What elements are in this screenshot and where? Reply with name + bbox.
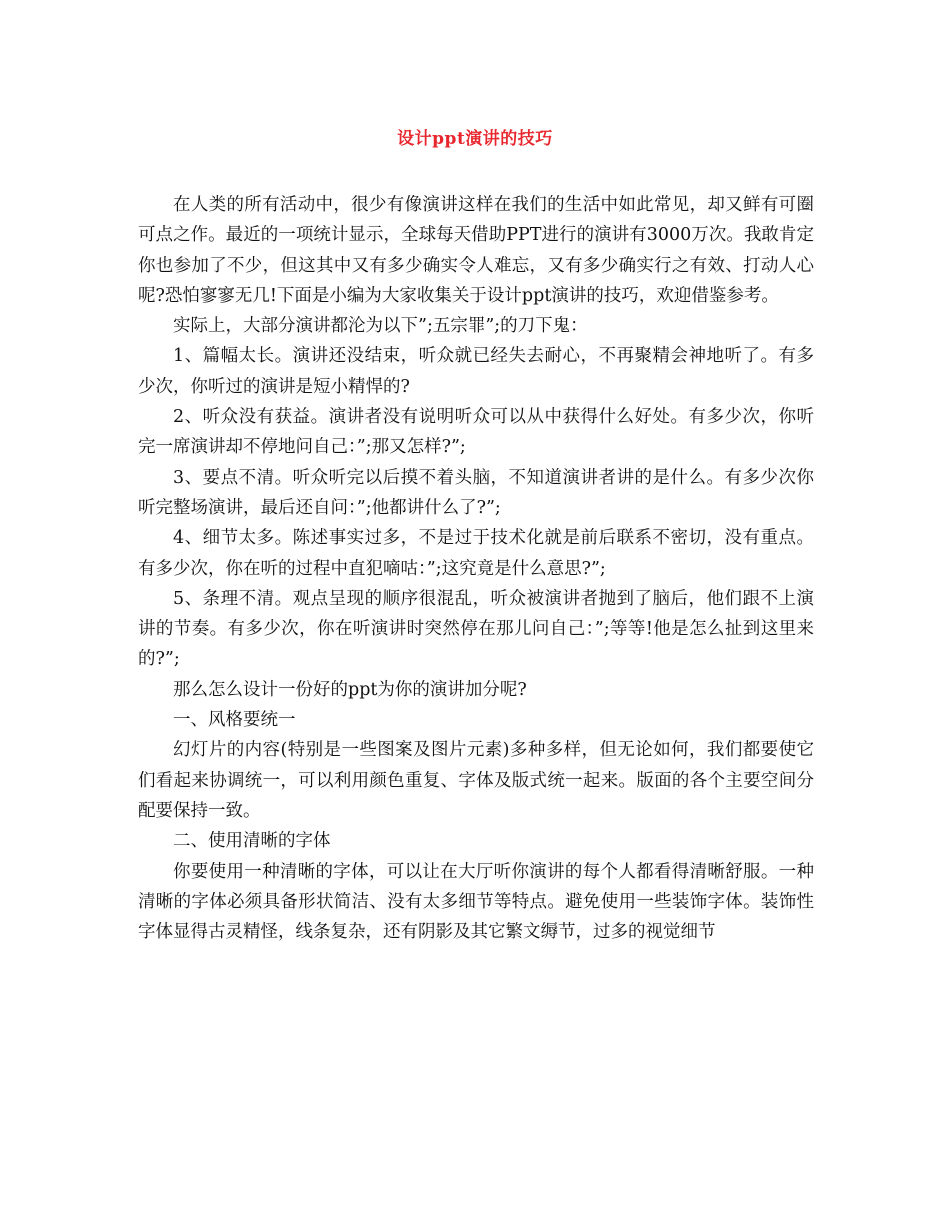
paragraph-section-2: 你要使用一种清晰的字体，可以让在大厅听你演讲的每个人都看得清晰舒服。一种清晰的字体必须具备形状简洁、没有太多细节等特点。避免使用一些装饰字体。装饰性字体显得古灵精怪，线条复杂，还有阴影及其它繁文缛节，过多的视觉细节 [138, 861, 814, 943]
document-title: 设计ppt演讲的技巧 [397, 129, 553, 149]
paragraph-intro: 在人类的所有活动中，很少有像演讲这样在我们的生活中如此常见，却又鲜有可圈可点之作。最近的一项统计显示，全球每天借助PPT进行的演讲有3000万次。我敢肯定你也参加了不少，但这其中又有多少确实令人难忘，又有多少确实行之有效、打动人心呢?恐怕寥寥无几!下面是小编为大家收集关于设计ppt演讲的技巧，欢迎借鉴参考。 [138, 195, 814, 306]
paragraph-five-sins-intro: 实际上，大部分演讲都沦为以下”;五宗罪”;的刀下鬼： [173, 316, 588, 337]
paragraph-sin-4: 4、细节太多。陈述事实过多，不是过于技术化就是前后联系不密切，没有重点。有多少次，你在听的过程中直犯嘀咕：”;这究竟是什么意思?”; [138, 528, 814, 579]
document-body [138, 190, 814, 947]
paragraph-sin-2: 2、听众没有获益。演讲者没有说明听众可以从中获得什么好处。有多少次，你听完一席演讲却不停地问自己：”;那又怎样?”; [138, 407, 814, 458]
paragraph-question: 那么怎么设计一份好的ppt为你的演讲加分呢? [173, 679, 527, 700]
paragraph-section-1: 幻灯片的内容(特别是一些图案及图片元素)多种多样，但无论如何，我们都要使它们看起来协调统一，可以利用颜色重复、字体及版式统一起来。版面的各个主要空间分配要保持一致。 [138, 740, 814, 821]
section-heading-1: 一、风格要统一 [173, 710, 296, 731]
paragraph-sin-3: 3、要点不清。听众听完以后摸不着头脑，不知道演讲者讲的是什么。有多少次你听完整场演讲，最后还自问：”;他都讲什么了?”; [138, 467, 814, 518]
paragraph-sin-1: 1、篇幅太长。演讲还没结束，听众就已经失去耐心，不再聚精会神地听了。有多少次，你听过的演讲是短小精悍的? [138, 346, 814, 397]
section-heading-2: 二、使用清晰的字体 [173, 831, 331, 852]
paragraph-sin-5: 5、条理不清。观点呈现的顺序很混乱，听众被演讲者抛到了脑后，他们跟不上演讲的节奏。有多少次，你在听演讲时突然停在那儿问自己：”;等等!他是怎么扯到这里来的?”; [138, 588, 814, 670]
